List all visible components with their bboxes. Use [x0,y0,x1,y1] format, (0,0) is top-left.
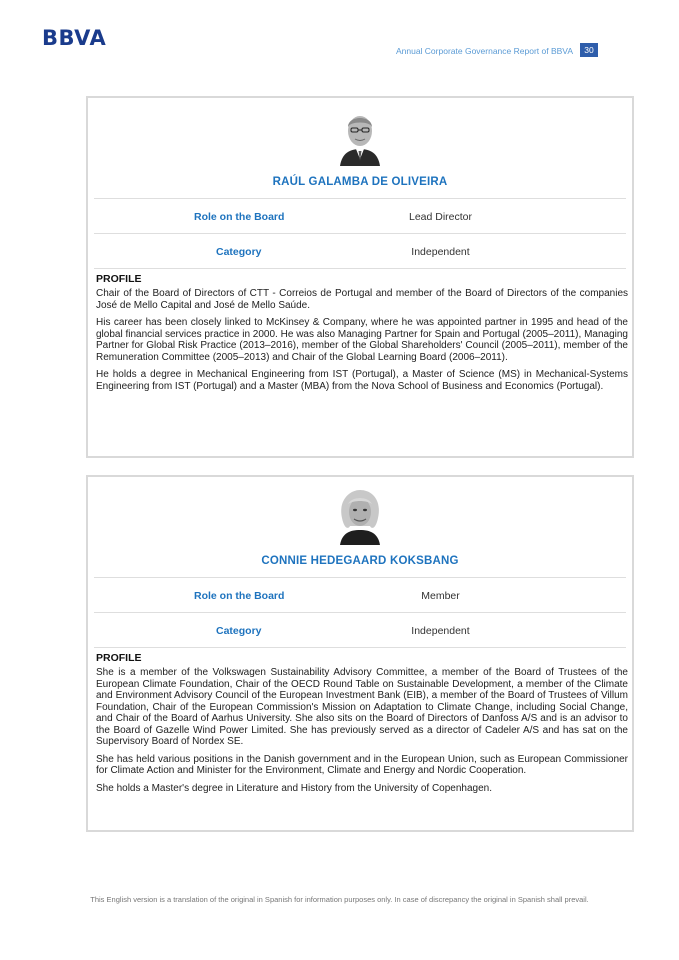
category-value: Independent [411,246,470,258]
profile-paragraph: She is a member of the Volkswagen Sustainability Advisory Committee, a member of the Board of Trustees of the European Climate Foundation, Chair of the OECD Round Table on Sustainable Development, a member of the Climate and Environment Advisory Council of the European Investment Bank (EIB), a member of the Board of Trustees of Villum Foundation, Chair of the European Commission's Mission on Adaptation to Climate Change, including Social Change, and Chair of the Board of Aarhus University. She also sits on the Board of Directors of Danfoss A/S and is an advisor to the Board of Gazelle Wind Power Limited. She has previously served as a director of Cadeler A/S and has sat on the Supervisory Board of Nordex SE. [96,667,628,747]
role-value: Lead Director [408,211,473,223]
profile-section [92,273,628,392]
profile-paragraph: He holds a degree in Mechanical Engineering from IST (Portugal), a Master of Science (MS) in Mechanical-Systems Engineering from IST (Portugal) and a Master (MBA) from the Nova School of Business and Economics (Portugal). [96,369,628,392]
role-row [88,199,632,233]
page-number: 30 [580,43,598,57]
profile-paragraph: She holds a Master's degree in Literature and History from the University of Copenhagen. [96,782,493,794]
profile-paragraph: Chair of the Board of Directors of CTT - Correios de Portugal and member of the Board of Directors of the companies José de Mello Capital and José de Mello Saúde. [96,288,628,311]
profile-paragraph: She has held various positions in the Danish government and in the European Union, such as European Commissioner for Climate Action and Minister for the Environment, Climate and Energy and Nordic Cooperation. [96,753,628,776]
profile-heading: PROFILE [96,652,142,664]
category-row [88,234,632,268]
director-name: CONNIE HEDEGAARD KOKSBANG [261,555,459,567]
role-label: Role on the Board [194,590,285,602]
director-name: RAÚL GALAMBA DE OLIVEIRA [272,176,448,188]
profile-heading: PROFILE [96,273,142,285]
director-photo [334,488,386,545]
category-row [88,613,632,647]
category-label: Category [216,246,262,258]
profile-section [92,652,628,794]
category-label: Category [216,625,262,637]
divider [94,268,626,269]
divider [94,647,626,648]
director-photo [334,109,386,166]
category-value: Independent [411,625,470,637]
profile-paragraph: His career has been closely linked to McKinsey & Company, where he was appointed partner in 1995 and head of the global financial services practice in 2000. He was also Managing Partner for Spain and Portugal (2005–2011), Managing Partner for Global Risk Practice (2013–2016), member of the Global Shareholders' Council (2005–2011), member of the Remuneration Committee (2005–2013) and Chair of the Global Learning Board (2006–2011). [96,317,628,363]
role-row [88,578,632,612]
role-label: Role on the Board [194,211,285,223]
report-title: Annual Corporate Governance Report of BBVA [395,46,573,56]
director-card [86,96,634,458]
disclaimer-footer: This English version is a translation of the original in Spanish for information purposes only. In case of discrepancy the original in Spanish shall prevail. [90,895,589,904]
director-card [86,475,634,832]
bbva-logo: BBVA [42,26,107,50]
role-value: Member [421,590,460,602]
